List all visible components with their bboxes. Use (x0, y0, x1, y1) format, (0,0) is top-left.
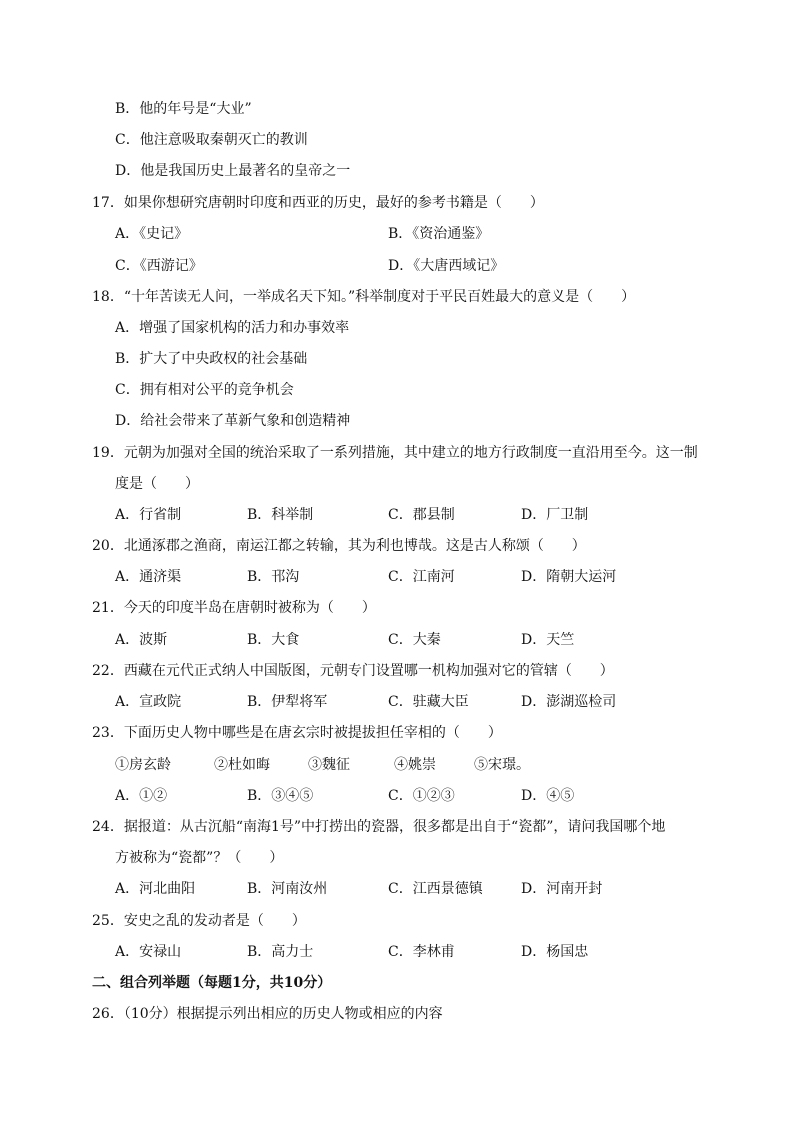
q24-stem-continued: 方被称为“瓷都”？（ ） (115, 850, 284, 866)
q18-option-c: C．拥有相对公平的竞争机会 (115, 382, 294, 398)
q22-option-d: D．澎湖巡检司 (521, 694, 617, 710)
q26-stem: 26．（10分）根据提示列出相应的历史人物或相应的内容 (92, 1006, 443, 1022)
q21-option-b: B．大食 (247, 632, 300, 648)
q22-option-b: B．伊犁将军 (247, 694, 328, 710)
q23-item-2: ②杜如晦 (214, 757, 270, 773)
q25-option-a: A．安禄山 (115, 944, 182, 960)
q20-stem: 20．北通涿郡之渔商，南运江都之转输，其为利也博哉。这是古人称颂（ ） (92, 538, 586, 554)
q18-option-b: B．扩大了中央政权的社会基础 (115, 351, 308, 367)
q20-option-a: A．通济渠 (115, 569, 182, 585)
q25-option-d: D．杨国忠 (521, 944, 589, 960)
q23-item-4: ④姚崇 (394, 757, 436, 773)
q19-option-d: D．厂卫制 (521, 507, 589, 523)
q20-option-c: C．江南河 (388, 569, 455, 585)
q17-option-d: D．《大唐西域记》 (388, 258, 505, 274)
q19-option-c: C．郡县制 (388, 507, 455, 523)
q20-option-b: B．邗沟 (247, 569, 300, 585)
q16-option-c: C．他注意吸取秦朝灭亡的教训 (115, 132, 308, 148)
q16-option-d: D．他是我国历史上最著名的皇帝之一 (115, 163, 351, 179)
q17-stem: 17．如果你想研究唐朝时印度和西亚的历史，最好的参考书籍是（ ） (92, 195, 544, 211)
q22-stem: 22．西藏在元代正式纳人中国版图，元朝专门设置哪一机构加强对它的管辖（ ） (92, 663, 614, 679)
q21-stem: 21．今天的印度半岛在唐朝时被称为（ ） (92, 600, 376, 616)
q23-stem: 23．下面历史人物中哪些是在唐玄宗时被提拔担任宰相的（ ） (92, 725, 502, 741)
q17-option-a: A．《史记》 (115, 226, 189, 242)
q24-option-c: C．江西景德镇 (388, 881, 483, 897)
q24-option-d: D．河南开封 (521, 881, 603, 897)
q24-stem: 24．据报道：从古沉船“南海1号”中打捞出的瓷器，很多都是出自于“瓷都”，请问我国哪个地 (92, 819, 666, 835)
q25-option-b: B．高力士 (247, 944, 314, 960)
q18-option-d: D．给社会带来了革新气象和创造精神 (115, 413, 351, 429)
q17-option-b: B．《资治通鉴》 (388, 226, 490, 242)
q23-item-1: ①房玄龄 (115, 757, 171, 773)
q23-option-c: C．①②③ (388, 788, 455, 804)
section-2-title: 二、组合列举题（每题1分，共10分） (92, 975, 332, 991)
q19-stem-continued: 度是（ ） (115, 476, 199, 492)
q23-option-a: A．①② (115, 788, 168, 804)
q21-option-d: D．天竺 (521, 632, 575, 648)
q16-option-b: B．他的年号是“大业” (115, 101, 252, 117)
q25-option-c: C．李林甫 (388, 944, 455, 960)
q23-option-b: B．③④⑤ (247, 788, 314, 804)
q20-option-d: D．隋朝大运河 (521, 569, 617, 585)
q23-item-3: ③魏征 (308, 757, 350, 773)
q18-option-a: A．增强了国家机构的活力和办事效率 (115, 320, 350, 336)
q18-stem: 18．“十年苦读无人问，一举成名天下知。”科举制度对于平民百姓最大的意义是（ ） (92, 289, 636, 305)
q21-option-a: A．波斯 (115, 632, 168, 648)
q25-stem: 25．安史之乱的发动者是（ ） (92, 913, 306, 929)
q21-option-c: C．大秦 (388, 632, 441, 648)
q23-item-5: ⑤宋璟。 (474, 757, 530, 773)
q24-option-a: A．河北曲阳 (115, 881, 196, 897)
q24-option-b: B．河南汝州 (247, 881, 328, 897)
q22-option-c: C．驻藏大臣 (388, 694, 469, 710)
q22-option-a: A．宣政院 (115, 694, 182, 710)
q17-option-c: C．《西游记》 (115, 258, 203, 274)
q19-stem: 19．元朝为加强对全国的统治采取了一系列措施，其中建立的地方行政制度一直沿用至今。这一制 (92, 445, 698, 461)
q19-option-b: B．科举制 (247, 507, 314, 523)
q19-option-a: A．行省制 (115, 507, 182, 523)
q23-option-d: D．④⑤ (521, 788, 575, 804)
